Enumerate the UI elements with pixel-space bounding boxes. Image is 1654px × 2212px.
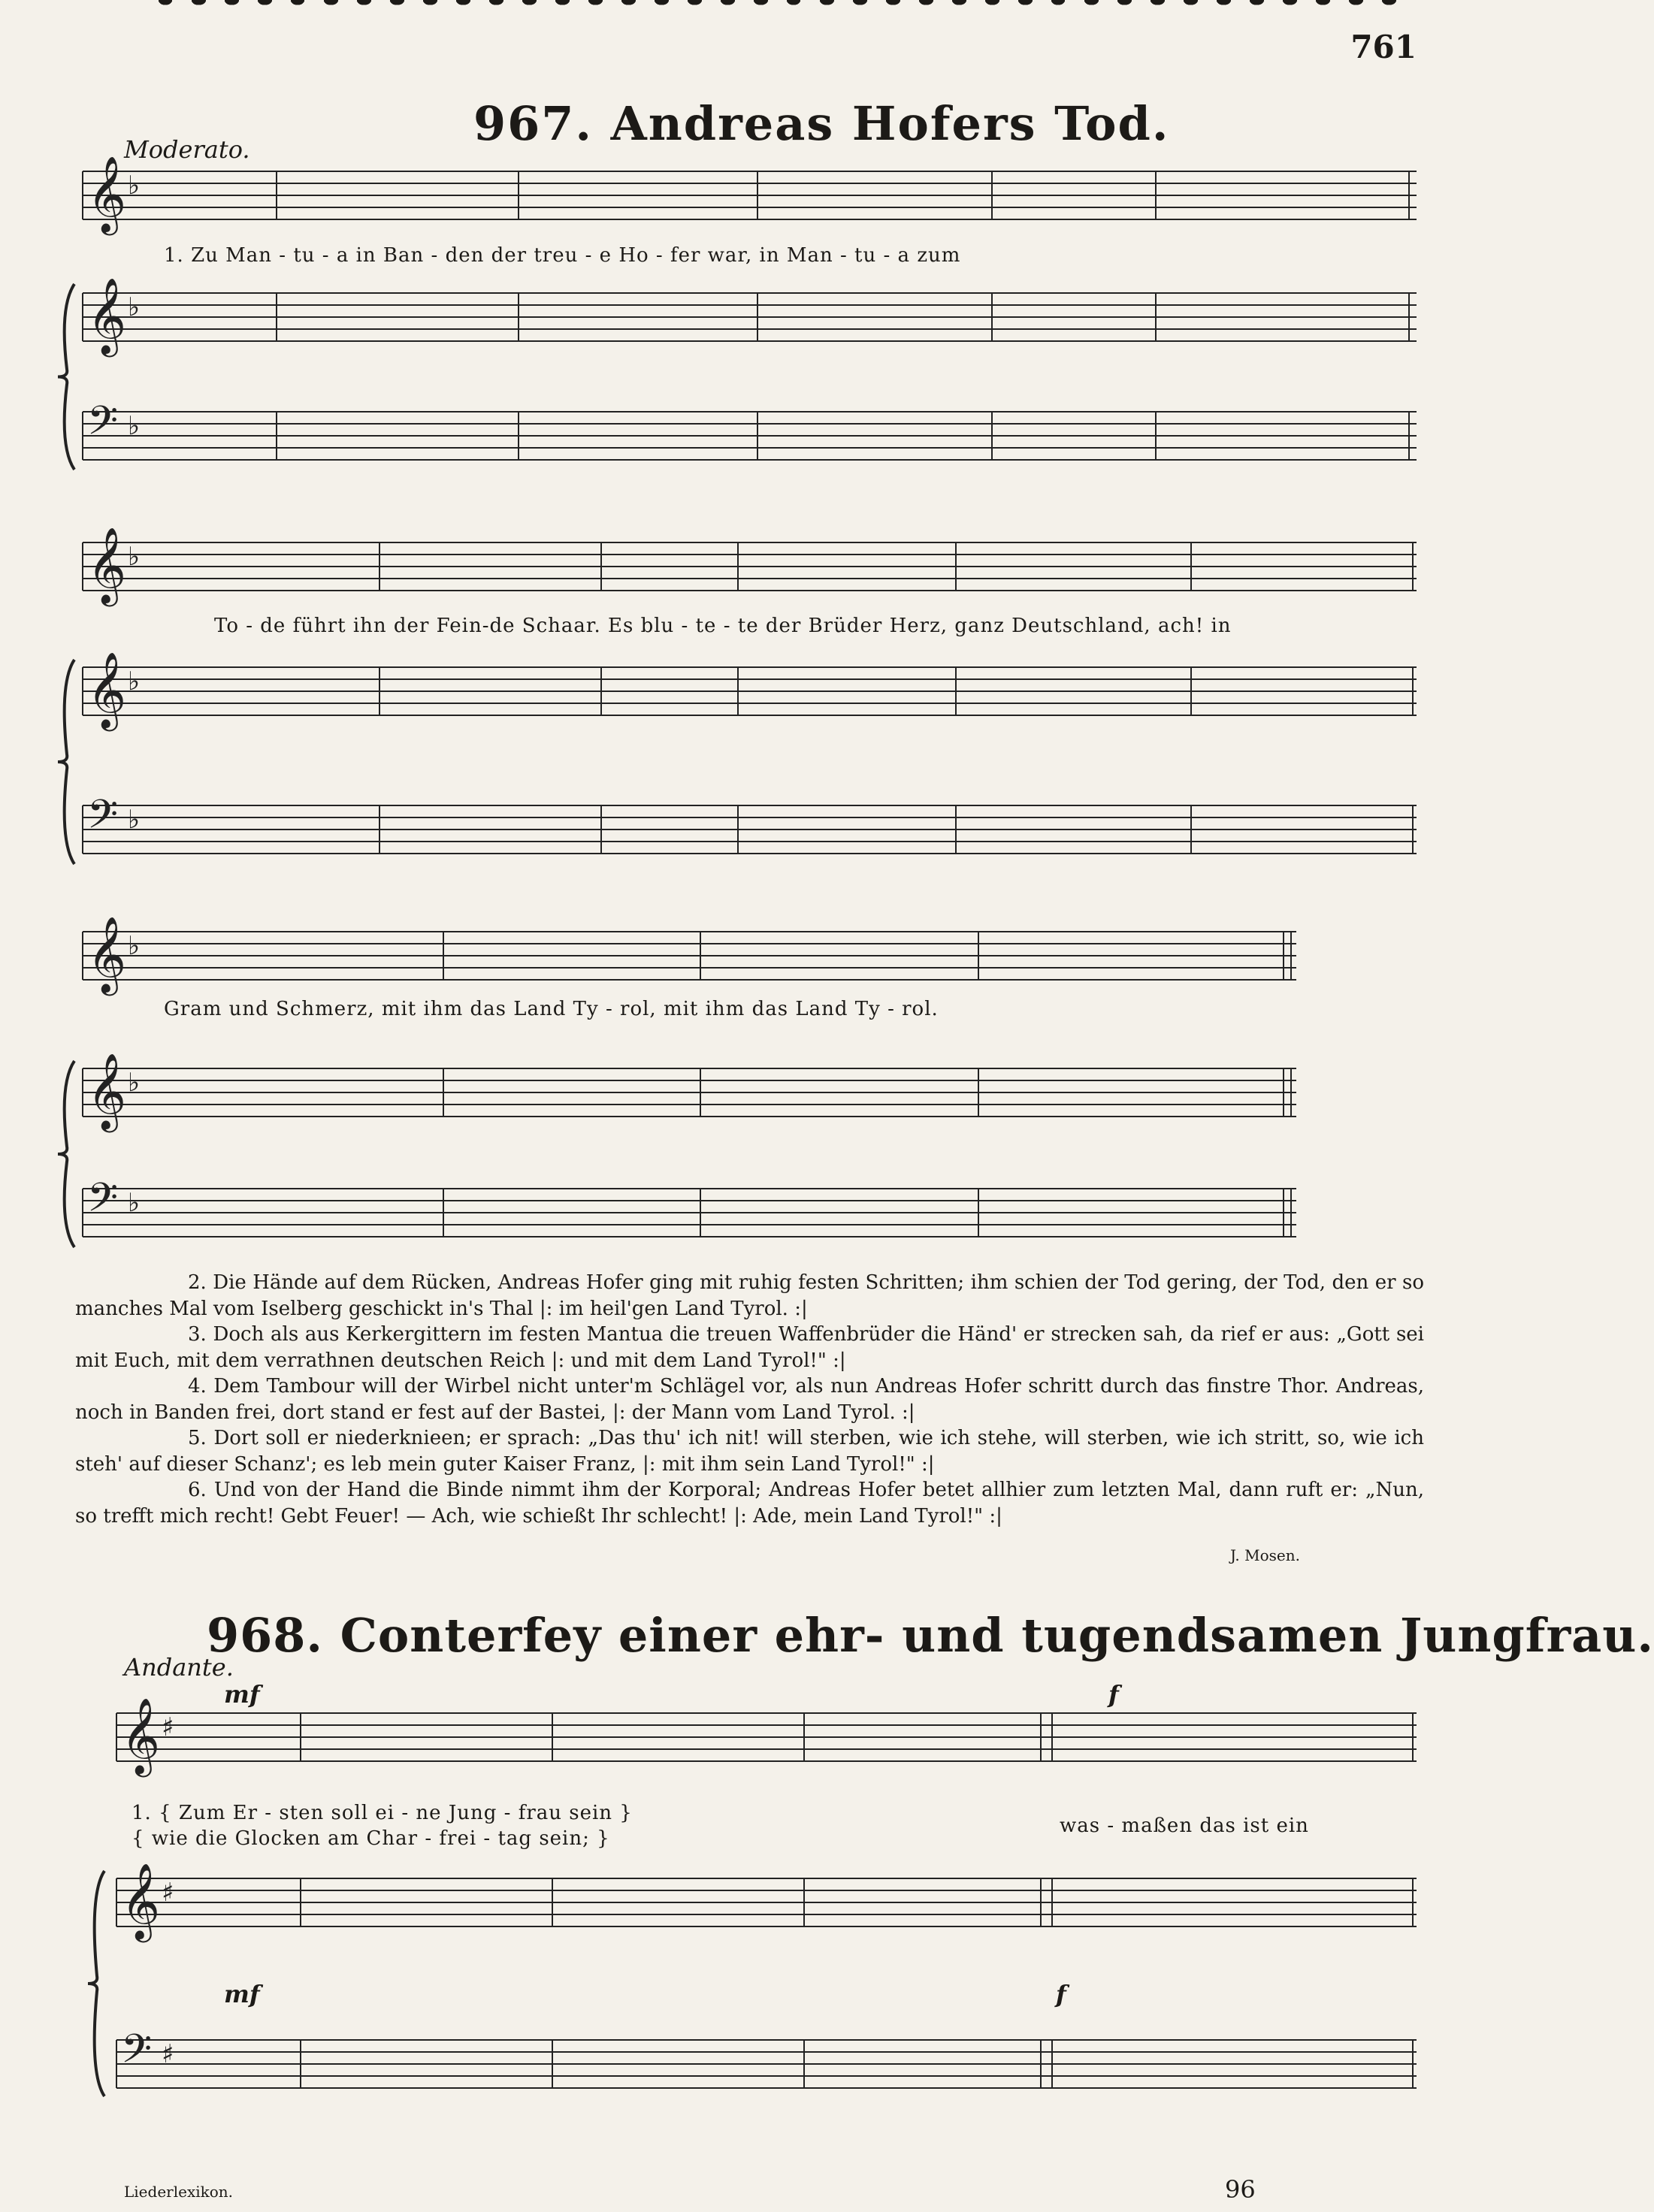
treble-clef: 𝄞	[87, 276, 127, 354]
notehead	[1317, 0, 1330, 5]
notehead	[159, 0, 172, 5]
verse-5: 5. Dort soll er niederknieen; er sprach: „Das thu' ich nit! will sterben, wie ich stehe, will sterben, wie ich stritt, so, wie ich steh' auf dieser Schanz'; es leb mein guter Kaiser Franz, |: mit ihm sein Land Tyrol!" :|	[75, 1427, 1424, 1476]
footer-running-title: Liederlexikon.	[124, 2183, 234, 2201]
piano-brace	[88, 1871, 104, 2096]
bass-clef: 𝄢	[87, 1175, 119, 1231]
verses	[75, 1270, 1424, 1529]
notehead	[1118, 0, 1132, 5]
notehead	[854, 0, 867, 5]
dynamic-f-piano: f	[1056, 1980, 1066, 2008]
piano-brace	[58, 1061, 74, 1247]
notehead	[259, 0, 272, 5]
notehead	[1051, 0, 1065, 5]
notehead	[192, 0, 206, 5]
key-signature: ♯	[162, 1878, 174, 1908]
notehead	[655, 0, 669, 5]
notehead	[1184, 0, 1198, 5]
tempo-marking-968: Andante.	[124, 1653, 234, 1682]
key-signature: ♭	[128, 666, 141, 697]
author-credit: J. Mosen.	[1229, 1546, 1300, 1564]
notehead	[291, 0, 304, 5]
key-signature: ♭	[128, 411, 141, 441]
bass-clef: 𝄢	[87, 398, 119, 454]
notehead	[589, 0, 603, 5]
lyrics-line-1: 1. Zu Man - tu - a in Ban - den der treu - e Ho - fer war, in Man - tu - a zum	[164, 244, 961, 267]
notehead	[1350, 0, 1363, 5]
key-signature: ♭	[128, 542, 141, 572]
lyrics-968-line-2: { wie die Glocken am Char - frei - tag sein; }	[132, 1827, 610, 1850]
notehead	[556, 0, 570, 5]
notehead	[225, 0, 239, 5]
notehead	[1019, 0, 1033, 5]
notehead	[325, 0, 338, 5]
notehead	[721, 0, 735, 5]
key-signature: ♭	[128, 931, 141, 961]
dynamic-f-voice: f	[1108, 1680, 1119, 1709]
treble-clef: 𝄞	[121, 1697, 161, 1774]
notehead	[1151, 0, 1165, 5]
bass-clef: 𝄢	[121, 2026, 153, 2082]
notehead	[1217, 0, 1231, 5]
notehead	[688, 0, 702, 5]
treble-clef: 𝄞	[87, 526, 127, 603]
treble-clef: 𝄞	[87, 915, 127, 993]
notehead	[920, 0, 933, 5]
notehead	[787, 0, 800, 5]
notehead	[754, 0, 768, 5]
dynamic-mf-piano: mf	[224, 1980, 260, 2008]
notehead	[358, 0, 371, 5]
notehead	[424, 0, 437, 5]
treble-clef: 𝄞	[87, 651, 127, 728]
piano-brace	[58, 284, 74, 470]
notehead	[1383, 0, 1396, 5]
notehead	[953, 0, 966, 5]
lyrics-968-continuation: was - maßen das ist ein	[1060, 1815, 1309, 1837]
lyrics-968-line-1: 1. { Zum Er - sten soll ei - ne Jung - frau sein }	[132, 1802, 633, 1824]
footer-signature: 96	[1225, 2175, 1256, 2204]
treble-clef: 𝄞	[87, 1052, 127, 1129]
key-signature: ♭	[128, 805, 141, 835]
notehead	[391, 0, 404, 5]
key-signature: ♯	[162, 1712, 174, 1742]
key-signature: ♯	[162, 2039, 174, 2069]
verse-4: 4. Dem Tambour will der Wirbel nicht unter'm Schlägel vor, als nun Andreas Hofer schritt durch das finstre Thor. Andreas, noch in Banden frei, dort stand er fest auf der Bastei, |: der Mann vom Land Tyrol. :|	[75, 1375, 1424, 1424]
notehead	[523, 0, 537, 5]
verse-2: 2. Die Hände auf dem Rücken, Andreas Hofer ging mit ruhig festen Schritten; ihm schien der Tod gering, der Tod, den er so manches Mal vom Iselberg geschickt in's Thal |: im heil'gen Land Tyrol. :|	[75, 1271, 1424, 1320]
notehead	[1284, 0, 1297, 5]
piano-brace	[58, 660, 74, 864]
treble-clef: 𝄞	[121, 1862, 161, 1939]
song-title-967: 967. Andreas Hofers Tod.	[473, 96, 1170, 151]
song-title-968: 968. Conterfey einer ehr- und tugendsamen Jungfrau.	[207, 1608, 1654, 1663]
key-signature: ♭	[128, 292, 141, 322]
lyrics-line-3: Gram und Schmerz, mit ihm das Land Ty - rol, mit ihm das Land Ty - rol.	[164, 998, 939, 1020]
lyrics-line-2: To - de führt ihn der Fein-de Schaar. Es blu - te - te der Brüder Herz, ganz Deutschland, ach! in	[214, 615, 1232, 637]
notehead	[986, 0, 999, 5]
notehead	[1250, 0, 1264, 5]
tempo-marking-967: Moderato.	[124, 135, 250, 164]
treble-clef: 𝄞	[87, 155, 127, 232]
notehead	[490, 0, 503, 5]
bass-clef: 𝄢	[87, 792, 119, 848]
key-signature: ♭	[128, 1068, 141, 1098]
key-signature: ♭	[128, 1188, 141, 1218]
page-number: 761	[1350, 29, 1417, 65]
key-signature: ♭	[128, 171, 141, 201]
notehead	[622, 0, 636, 5]
verse-6: 6. Und von der Hand die Binde nimmt ihm der Korporal; Andreas Hofer betet allhier zum letzten Mal, dann ruft er: „Nun, so trefft mich recht! Gebt Feuer! — Ach, wie schießt Ihr schlecht! |: Ade, mein Land Tyrol!" :|	[75, 1479, 1424, 1528]
notehead	[887, 0, 900, 5]
notehead	[1085, 0, 1099, 5]
notehead	[457, 0, 470, 5]
notehead	[821, 0, 834, 5]
verse-3: 3. Doch als aus Kerkergittern im festen Mantua die treuen Waffenbrüder die Händ' er strecken sah, da rief er aus: „Gott sei mit Euch, mit dem verrathnen deutschen Reich |: und mit dem Land Tyrol!" :|	[75, 1323, 1424, 1372]
dynamic-mf-voice: mf	[224, 1680, 260, 1709]
